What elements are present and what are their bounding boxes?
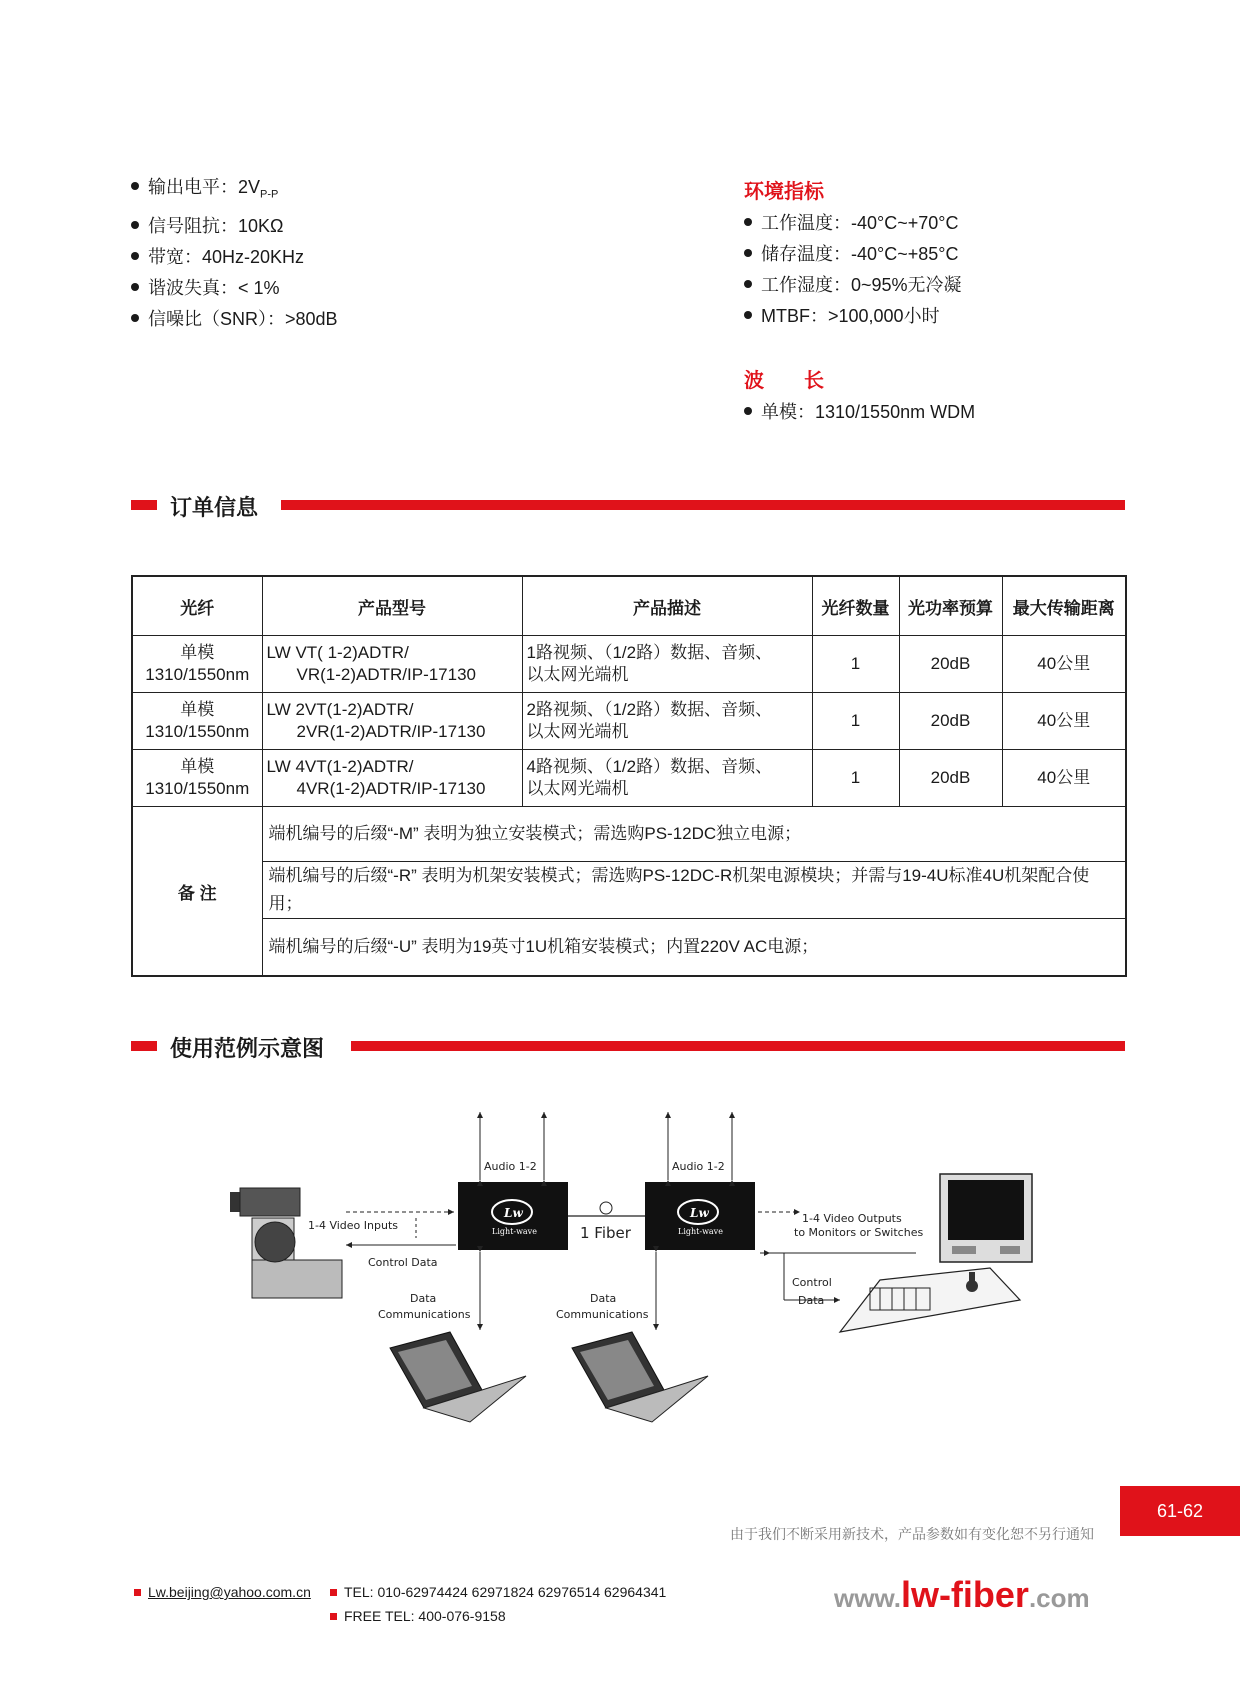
col-header: 产品描述 — [522, 576, 812, 636]
col-header: 产品型号 — [262, 576, 522, 636]
spec-bandwidth: 带宽：40Hz-20KHz — [131, 242, 338, 273]
table-row — [132, 750, 1126, 807]
col-header: 光纤 — [132, 576, 262, 636]
control-label-right: Control — [792, 1276, 832, 1289]
fiber-cell: 单模 1310/1550nm — [132, 750, 262, 807]
page-number-tab — [1120, 1486, 1240, 1536]
env-item: 储存温度：-40°C~+85°C — [744, 239, 962, 270]
bullet-icon — [131, 182, 139, 190]
audio-label-right: Audio 1-2 — [672, 1160, 725, 1173]
data-comm-label-right: Data — [590, 1292, 617, 1305]
footer-free-tel: FREE TEL: 400-076-9158 — [344, 1608, 506, 1624]
desc-cell: 1路视频、（1/2路）数据、音频、 以太网光端机 — [522, 636, 812, 693]
footer-tel: TEL: 010-62974424 62971824 62976514 62964341 — [344, 1584, 667, 1600]
remark-row — [132, 807, 1126, 862]
device-logo: Lw — [504, 1206, 523, 1220]
fiber-connector-icon — [600, 1202, 612, 1214]
table-header-row — [132, 576, 1126, 636]
wavelength-title: 波 长 — [744, 370, 824, 392]
laptop-icon — [572, 1332, 708, 1422]
fiber-label: 1 Fiber — [580, 1224, 631, 1242]
signal-spec-list — [131, 172, 338, 335]
order-section-header — [131, 491, 1125, 521]
control-keyboard-icon — [840, 1268, 1020, 1332]
control-data-label-left: Control Data — [368, 1256, 438, 1269]
audio-label-left: Audio 1-2 — [484, 1160, 537, 1173]
section-marker — [131, 500, 157, 510]
distance-cell: 40公里 — [1002, 693, 1126, 750]
remark-item: 端机编号的后缀“-M” 表明为独立安装模式；需选购PS-12DC独立电源； — [262, 807, 1126, 862]
footer-email[interactable]: Lw.beijing@yahoo.com.cn — [148, 1584, 311, 1600]
svg-text:to Monitors or Switches: to Monitors or Switches — [794, 1226, 924, 1239]
table-row — [132, 636, 1126, 693]
table-row — [132, 693, 1126, 750]
svg-text:Light-wave: Light-wave — [678, 1227, 723, 1236]
transmitter-device-icon — [458, 1182, 568, 1250]
receiver-device-icon — [645, 1182, 755, 1250]
bullet-square-icon — [330, 1589, 337, 1596]
spec-output-level: 输出电平：$2V_{P-P}$ — [131, 172, 338, 211]
monitor-icon — [940, 1174, 1032, 1262]
model-cell: LW 4VT(1-2)ADTR/ 4VR(1-2)ADTR/IP-17130 — [262, 750, 522, 807]
spec-distortion: 谐波失真：< 1% — [131, 273, 338, 304]
remark-item: 端机编号的后缀“-U” 表明为19英寸1U机箱安装模式；内置220V AC电源； — [262, 919, 1126, 977]
remark-row — [132, 919, 1126, 977]
count-cell: 1 — [812, 750, 899, 807]
env-item: MTBF：>100,000小时 — [744, 301, 962, 332]
environment-title: 环境指标 — [744, 181, 824, 203]
data-comm-label-left: Data — [410, 1292, 437, 1305]
device-logo: Lw — [690, 1206, 709, 1220]
svg-text:Data: Data — [798, 1294, 825, 1307]
col-header: 光纤数量 — [812, 576, 899, 636]
bullet-icon — [744, 218, 752, 226]
section-rule — [351, 1041, 1125, 1051]
bullet-icon — [131, 221, 139, 229]
application-diagram — [220, 1100, 1100, 1440]
env-item: 工作湿度：0~95%无冷凝 — [744, 270, 962, 301]
footer-free-tel-row — [330, 1608, 506, 1624]
remark-item: 端机编号的后缀“-R” 表明为机架安装模式；需选购PS-12DC-R机架电源模块；并需与19-4U标准4U机架配合使用； — [262, 862, 1126, 919]
spec-impedance: 信号阻抗：10KΩ — [131, 211, 338, 242]
bullet-icon — [744, 280, 752, 288]
bullet-icon — [131, 252, 139, 260]
fiber-cell: 单模 1310/1550nm — [132, 693, 262, 750]
spec-snr: 信噪比（SNR）：>80dB — [131, 304, 338, 335]
remark-row — [132, 862, 1126, 919]
model-cell: LW VT( 1-2)ADTR/ VR(1-2)ADTR/IP-17130 — [262, 636, 522, 693]
video-outputs-label: 1-4 Video Outputs — [802, 1212, 902, 1225]
camera-icon — [230, 1188, 342, 1298]
video-inputs-label: 1-4 Video Inputs — [308, 1219, 398, 1232]
svg-text:Light-wave: Light-wave — [492, 1227, 537, 1236]
bullet-square-icon — [134, 1589, 141, 1596]
wavelength-list — [744, 397, 975, 428]
distance-cell: 40公里 — [1002, 636, 1126, 693]
svg-text:Communications: Communications — [378, 1308, 471, 1321]
bullet-icon — [744, 407, 752, 415]
fiber-cell: 单模 1310/1550nm — [132, 636, 262, 693]
budget-cell: 20dB — [899, 636, 1002, 693]
usage-section-header — [131, 1032, 1125, 1062]
distance-cell: 40公里 — [1002, 750, 1126, 807]
page-number: 61-62 — [1156, 1501, 1204, 1521]
order-table — [131, 575, 1127, 977]
budget-cell: 20dB — [899, 750, 1002, 807]
bullet-square-icon — [330, 1613, 337, 1620]
bullet-icon — [131, 283, 139, 291]
desc-cell: 4路视频、（1/2路）数据、音频、 以太网光端机 — [522, 750, 812, 807]
order-section-title: 订单信息 — [170, 495, 259, 520]
website-url[interactable]: www.lw-fiber.com — [834, 1574, 1090, 1615]
bullet-icon — [744, 311, 752, 319]
model-cell: LW 2VT(1-2)ADTR/ 2VR(1-2)ADTR/IP-17130 — [262, 693, 522, 750]
environment-list — [744, 208, 962, 332]
wavelength-item: 单模：1310/1550nm WDM — [744, 397, 975, 428]
footer-tel-row — [330, 1584, 666, 1600]
remarks-label: 备 注 — [132, 807, 262, 977]
col-header: 最大传输距离 — [1002, 576, 1126, 636]
desc-cell: 2路视频、（1/2路）数据、音频、 以太网光端机 — [522, 693, 812, 750]
env-item: 工作温度：-40°C~+70°C — [744, 208, 962, 239]
change-notice: 由于我们不断采用新技术，产品参数如有变化恕不另行通知 — [730, 1526, 1094, 1542]
budget-cell: 20dB — [899, 693, 1002, 750]
footer-email-row — [134, 1584, 311, 1600]
bullet-icon — [131, 314, 139, 322]
section-marker — [131, 1041, 157, 1051]
svg-text:Communications: Communications — [556, 1308, 649, 1321]
usage-section-title: 使用范例示意图 — [170, 1036, 325, 1061]
col-header: 光功率预算 — [899, 576, 1002, 636]
count-cell: 1 — [812, 636, 899, 693]
bullet-icon — [744, 249, 752, 257]
laptop-icon — [390, 1332, 526, 1422]
section-rule — [281, 500, 1125, 510]
count-cell: 1 — [812, 693, 899, 750]
